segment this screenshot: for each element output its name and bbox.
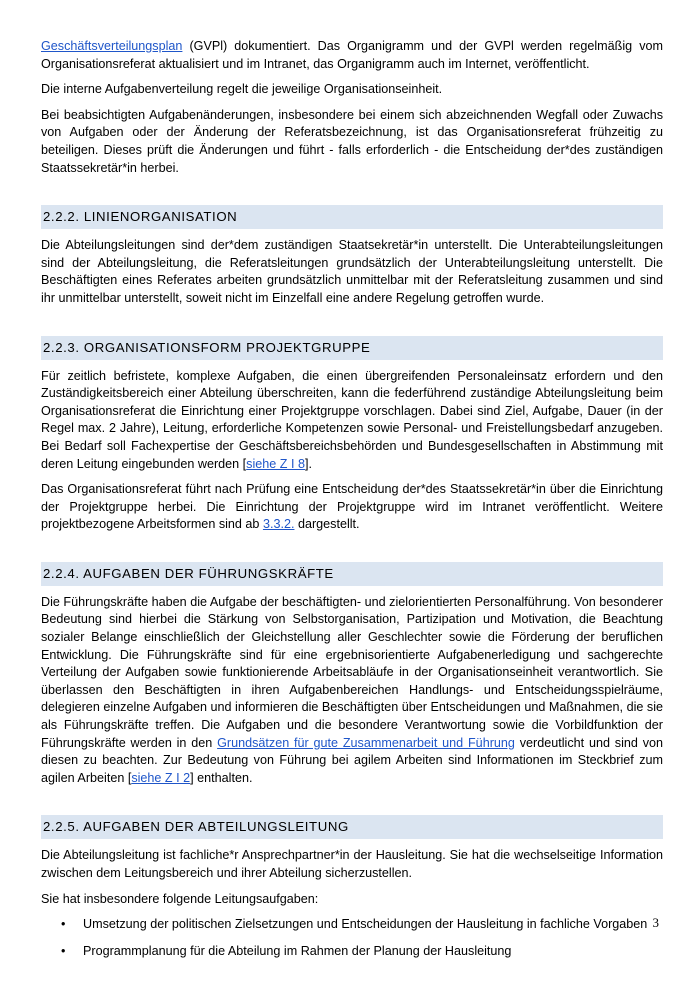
projektgruppe-paragraph-2: Das Organisationsreferat führt nach Prüfung eine Entscheidung der*des Staatssekretär*in über die Einrichtung der Projektgruppe herbei. Die Einrichtung der Projektgruppe wird im Intranet veröffentlicht. Weitere projektbezogene Arbeitsformen sind ab 3.3.2. dargestellt. — [41, 482, 663, 532]
section-heading-2-2-5: 2.2.5. AUFGABEN DER ABTEILUNGSLEITUNG — [41, 815, 663, 839]
intro-paragraph-2: Die interne Aufgabenverteilung regelt die jeweilige Organisationseinheit. — [41, 82, 443, 97]
section-3-3-2-link[interactable]: 3.3.2. — [262, 517, 295, 532]
list-item: • Umsetzung der politischen Zielsetzungen und Entscheidungen der Hausleitung in fachliche Vorgaben — [41, 916, 663, 934]
document-page — [41, 38, 663, 969]
fuehrungskraefte-paragraph: Die Führungskräfte haben die Aufgabe der beschäftigten- und zielorientierten Personalführung. Von besonderer Bedeutung sind hierbei die Stärkung von Selbstorganisation, Partizipation und Motivation, die Beachtung sozialer Belange einschließlich der Gleichstellung aller Geschlechter sowie die Förderung der beruflichen Entwicklung. Die Führungskräfte sind für eine ergebnisorientierte Aufgabenerledigung und sachgerechte Verteilung der Aufgaben sowie funktionierende Arbeitsabläufe in der Organisationseinheit verantwortlich. Sie überlassen den Beschäftigten in ihren Aufgabenbereichen Handlungs- und Entscheidungsspielräume, delegieren einzelne Aufgaben und informieren die Beschäftigten über Entscheidungen und Maßnahmen, die sie als Führungskräfte treffen. Die Aufgaben und die besondere Verantwortung sowie die Vorbildfunktion der Führungskräfte werden in den Grundsätzen für gute Zusammenarbeit und Führung verdeutlicht und sind von diesen zu beachten. Zur Bedeutung von Führung bei agilem Arbeiten sind Informationen im Steckbrief zum agilen Arbeiten [siehe Z I 2] enthalten. — [41, 594, 663, 785]
section-heading-2-2-3: 2.2.3. ORGANISATIONSFORM PROJEKTGRUPPE — [41, 336, 663, 360]
leitungsaufgaben-list — [41, 916, 663, 960]
section-heading-2-2-2: 2.2.2. LINIENORGANISATION — [41, 205, 663, 229]
intro-paragraph-1: Geschäftsverteilungsplan (GVPl) dokumentiert. Das Organigramm und der GVPl werden regelmäßig vom Organisationsreferat aktualisiert und im Intranet, das Organigramm auch im Internet, veröffentlicht. — [41, 39, 663, 71]
siehe-z-i-2-link[interactable]: siehe Z I 2 — [131, 770, 191, 785]
page-number: 3 — [652, 915, 659, 930]
grundsaetze-link[interactable]: Grundsätzen für gute Zusammenarbeit und Führung — [217, 735, 515, 750]
abteilungsleitung-paragraph-2: Sie hat insbesondere folgende Leitungsaufgaben: — [41, 891, 319, 906]
linienorganisation-paragraph: Die Abteilungsleitungen sind der*dem zuständigen Staatsekretär*in unterstellt. Die Unterabteilungsleitungen sind der Abteilungsleitung, die Referatsleitungen grundsätzlich der Unterabteilungsleitung unterstellt. Die Beschäftigten eines Referates arbeiten grundsätzlich unmittelbar mit der Referatsleitung zusammen und sind ihr unmittelbar unterstellt, soweit nicht im Einzelfall eine andere Regelung getroffen wurde. — [41, 238, 663, 305]
projektgruppe-paragraph-1: Für zeitlich befristete, komplexe Aufgaben, die einen übergreifenden Personaleinsatz erfordern und den Zuständigkeitsbereich einer Abteilung überschreiten, kann die federführend zuständige Abteilungsleitung beim Organisationsreferat die Einrichtung einer Projektgruppe vorschlagen. Dabei sind Ziel, Aufgabe, Dauer (in der Regel max. 2 Jahre), Leitung, erforderliche Kompetenzen sowie Personal- und Freistellungsbedarf anzugeben. Bei Bedarf soll Fachexpertise der Geschäftsbereichsbehörden und Bundesgesellschaften in Abstimmung mit deren Leitung eingebunden werden [siehe Z I 8]. — [41, 368, 663, 471]
siehe-z-i-8-link[interactable]: siehe Z I 8 — [246, 456, 305, 471]
bullet-icon: • — [61, 943, 66, 958]
abteilungsleitung-paragraph-1: Die Abteilungsleitung ist fachliche*r Ansprechpartner*in der Hausleitung. Sie hat die wechselseitige Information zwischen dem Leitungsbereich und ihrer Abteilung sicherzustellen. — [41, 848, 663, 880]
section-heading-2-2-4: 2.2.4. AUFGABEN DER FÜHRUNGSKRÄFTE — [41, 562, 663, 586]
gvpl-link[interactable]: Geschäftsverteilungsplan — [41, 39, 183, 53]
intro-paragraph-3: Bei beabsichtigten Aufgabenänderungen, insbesondere bei einem sich abzeichnenden Wegfall oder Zuwachs von Aufgaben oder der Änderung der Referatsbezeichnung, ist das Organisationsreferat frühzeitig zu beteiligen. Dieses prüft die Änderungen und führt - falls erforderlich - die Entscheidung der*des zuständigen Staatssekretär*in herbei. — [41, 107, 663, 175]
list-item: • Programmplanung für die Abteilung im Rahmen der Planung der Hausleitung — [41, 943, 663, 961]
bullet-icon: • — [61, 917, 66, 932]
